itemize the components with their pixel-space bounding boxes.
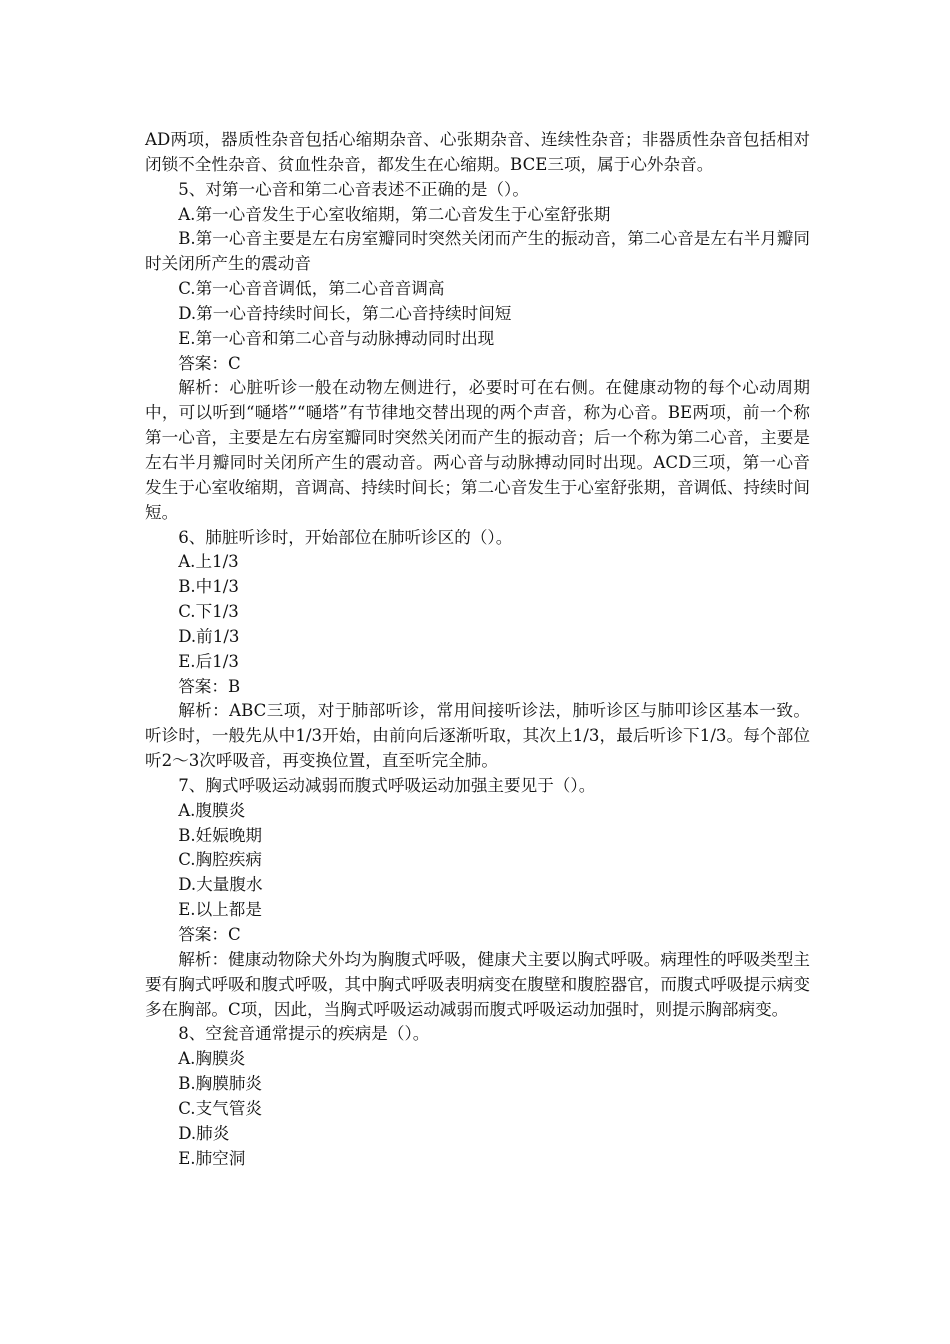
question-7	[145, 774, 810, 1022]
option-c: C.下1/3	[178, 602, 239, 622]
option-d: D.第一心音持续时间长，第二心音持续时间短	[178, 303, 512, 323]
option-a: A.第一心音发生于心室收缩期，第二心音发生于心室舒张期	[178, 204, 611, 224]
option-b: B.妊娠晚期	[178, 825, 263, 845]
question-6	[145, 526, 810, 774]
option-b: B.中1/3	[178, 577, 239, 597]
option-a: A.上1/3	[178, 552, 239, 572]
option-e: E.以上都是	[178, 900, 262, 920]
question-5	[145, 178, 810, 526]
question-stem: 8、空瓮音通常提示的疾病是（）。	[178, 1024, 430, 1044]
option-c: C.胸腔疾病	[178, 850, 262, 870]
option-a: A.胸膜炎	[178, 1049, 246, 1069]
answer: 答案：C	[178, 925, 241, 944]
option-b: B.胸膜肺炎	[178, 1074, 263, 1094]
option-d: D.前1/3	[178, 626, 240, 646]
question-stem: 6、肺脏听诊时，开始部位在肺听诊区的（）。	[178, 527, 513, 547]
question-stem: 5、对第一心音和第二心音表述不正确的是（）。	[178, 179, 529, 199]
option-c: C.第一心音音调低，第二心音音调高	[178, 279, 445, 299]
document-body	[145, 128, 810, 1171]
analysis: 解析：心脏听诊一般在动物左侧进行，必要时可在右侧。在健康动物的每个心动周期中，可以听到“嗵塔”“嗵塔”有节律地交替出现的两个声音，称为心音。BE两项，前一个称第一心音，主要是左右房室瓣同时突然关闭而产生的振动音；后一个称为第二心音，主要是左右半月瓣同时关闭所产生的震动音。两心音与动脉搏动同时出现。ACD三项，第一心音发生于心室收缩期，音调高、持续时间长；第二心音发生于心室舒张期，音调低、持续时间短。	[145, 378, 810, 522]
option-e: E.后1/3	[178, 651, 239, 671]
option-b: B.第一心音主要是左右房室瓣同时突然关闭而产生的振动音，第二心音是左右半月瓣同时关闭所产生的震动音	[145, 229, 810, 274]
option-a: A.腹膜炎	[178, 800, 246, 820]
option-d: D.大量腹水	[178, 875, 263, 895]
analysis: 解析：健康动物除犬外均为胸腹式呼吸，健康犬主要以胸式呼吸。病理性的呼吸类型主要有胸式呼吸和腹式呼吸，其中胸式呼吸表明病变在腹壁和腹腔器官，而腹式呼吸提示病变多在胸部。C项，因此，当胸式呼吸运动减弱而腹式呼吸运动加强时，则提示胸部病变。	[145, 949, 810, 1019]
question-8	[145, 1022, 810, 1171]
prev-analysis-continuation: AD两项，器质性杂音包括心缩期杂音、心张期杂音、连续性杂音；非器质性杂音包括相对闭锁不全性杂音、贫血性杂音，都发生在心缩期。BCE三项，属于心外杂音。	[145, 130, 810, 174]
question-stem: 7、胸式呼吸运动减弱而腹式呼吸运动加强主要见于（）。	[178, 775, 596, 795]
answer: 答案：B	[178, 676, 241, 696]
option-c: C.支气管炎	[178, 1098, 262, 1118]
answer: 答案：C	[178, 353, 241, 373]
analysis: 解析：ABC三项，对于肺部听诊，常用间接听诊法，肺听诊区与肺叩诊区基本一致。听诊时，一般先从中1/3开始，由前向后逐渐听取，其次上1/3，最后听诊下1/3。每个部位听2～3次呼吸音，再变换位置，直至听完全肺。	[145, 701, 810, 771]
option-e: E.肺空洞	[178, 1148, 246, 1168]
option-d: D.肺炎	[178, 1123, 230, 1143]
option-e: E.第一心音和第二心音与动脉搏动同时出现	[178, 328, 495, 348]
